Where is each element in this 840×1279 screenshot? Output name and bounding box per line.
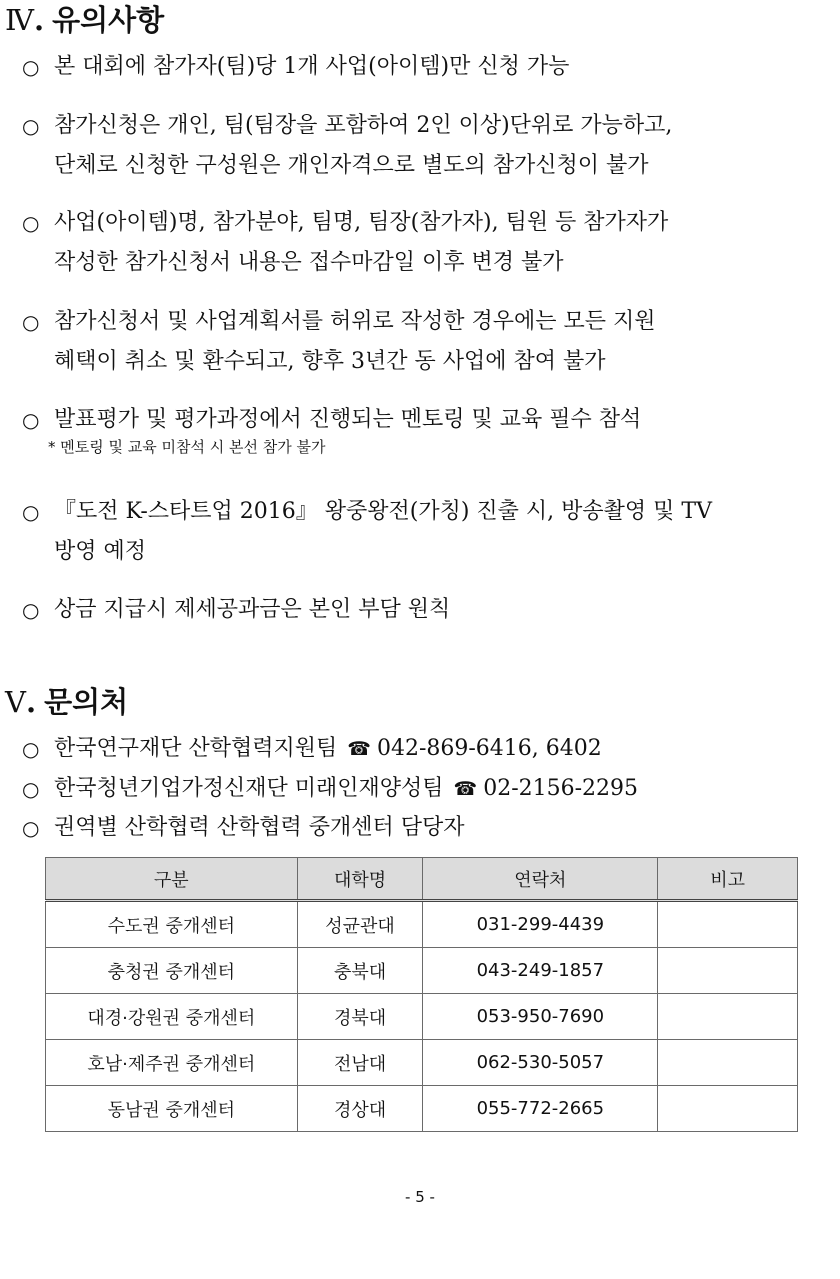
table-row: [46, 948, 798, 994]
contact-phone: 042-869-6416, 6402: [376, 736, 602, 761]
notice-footnote: * 멘토링 및 교육 미참석 시 본선 참가 불가: [48, 438, 326, 456]
table-cell: 충청권 중개센터: [46, 948, 298, 994]
contact-org: 한국청년기업가정신재단 미래인재양성팀: [54, 776, 444, 801]
section-title-label: 문의처: [44, 685, 129, 719]
table-header-cell: 대학명: [297, 858, 423, 901]
bullet-circle-icon: ○: [22, 55, 40, 79]
table-header-cell: 구분: [46, 858, 298, 901]
table-caption: 권역별 산학협력 산학협력 중개센터 담당자: [54, 815, 465, 840]
contact-org: 한국연구재단 산학협력지원팀: [54, 736, 338, 761]
bullet-circle-icon: ○: [22, 737, 40, 761]
table-cell: [658, 1086, 798, 1132]
contact-item-1: [22, 729, 827, 769]
notice-item-text: 상금 지급시 제세공과금은 본인 부담 원칙: [54, 597, 451, 622]
notice-item-3: [22, 203, 827, 283]
bullet-circle-icon: ○: [22, 310, 40, 334]
section-number: Ⅳ: [5, 3, 34, 37]
notice-item-1: [22, 47, 827, 87]
section-title-contact: [5, 682, 128, 722]
table-cell: 전남대: [297, 1040, 423, 1086]
section-number-dot: .: [25, 685, 37, 719]
bullet-circle-icon: ○: [22, 816, 40, 840]
table-row: [46, 1040, 798, 1086]
table-cell: 대경·강원권 중개센터: [46, 994, 298, 1040]
page-number: - 5 -: [405, 1188, 435, 1206]
table-header-cell: 비고: [658, 858, 798, 901]
table-header-cell: 연락처: [423, 858, 658, 901]
table-cell: 수도권 중개센터: [46, 901, 298, 948]
bullet-circle-icon: ○: [22, 777, 40, 801]
notice-item-text: 방영 예정: [54, 539, 147, 564]
table-cell: 062-530-5057: [423, 1040, 658, 1086]
notice-item-7: [22, 590, 827, 630]
notice-item-text: 단체로 신청한 구성원은 개인자격으로 별도의 참가신청이 불가: [54, 153, 649, 178]
section-number: Ⅴ: [5, 685, 26, 719]
table-cell: 호남·제주권 중개센터: [46, 1040, 298, 1086]
table-cell: [658, 948, 798, 994]
table-cell: 053-950-7690: [423, 994, 658, 1040]
notice-item-text: 사업(아이템)명, 참가분야, 팀명, 팀장(참가자), 팀원 등 참가자가: [54, 210, 669, 235]
table-cell: 055-772-2665: [423, 1086, 658, 1132]
section-title-label: 유의사항: [52, 3, 165, 37]
section-number-dot: .: [33, 3, 45, 37]
table-cell: 031-299-4439: [423, 901, 658, 948]
table-cell: [658, 994, 798, 1040]
notice-item-5: [22, 400, 827, 458]
table-cell: 043-249-1857: [423, 948, 658, 994]
notice-item-text: 참가신청서 및 사업계획서를 허위로 작성한 경우에는 모든 지원: [54, 309, 656, 334]
table-cell: 성균관대: [297, 901, 423, 948]
notice-item-4: [22, 302, 827, 382]
table-row: [46, 994, 798, 1040]
table-cell: 경북대: [297, 994, 423, 1040]
section-title-notes: [5, 0, 164, 40]
table-cell: [658, 1040, 798, 1086]
table-cell: 경상대: [297, 1086, 423, 1132]
notice-item-2: [22, 106, 827, 186]
bullet-circle-icon: ○: [22, 408, 40, 432]
bullet-circle-icon: ○: [22, 211, 40, 235]
table-row: [46, 1086, 798, 1132]
notice-item-text: 작성한 참가신청서 내용은 접수마감일 이후 변경 불가: [54, 250, 564, 275]
notice-item-text: 참가신청은 개인, 팀(팀장을 포함하여 2인 이상)단위로 가능하고,: [54, 113, 673, 138]
table-cell: [658, 901, 798, 948]
bullet-circle-icon: ○: [22, 114, 40, 138]
table-header-row: [46, 858, 798, 901]
notice-item-text: 본 대회에 참가자(팀)당 1개 사업(아이템)만 신청 가능: [54, 54, 570, 79]
table-cell: 충북대: [297, 948, 423, 994]
notice-item-text: 발표평가 및 평가과정에서 진행되는 멘토링 및 교육 필수 참석: [54, 407, 642, 432]
bullet-circle-icon: ○: [22, 500, 40, 524]
bullet-circle-icon: ○: [22, 598, 40, 622]
table-cell: 동남권 중개센터: [46, 1086, 298, 1132]
table-row: [46, 901, 798, 948]
phone-icon: ☎: [347, 738, 371, 760]
notice-item-text: 혜택이 취소 및 환수되고, 향후 3년간 동 사업에 참여 불가: [54, 349, 606, 374]
contact-item-2: [22, 769, 827, 809]
notice-item-6: [22, 492, 827, 572]
notice-item-text: 『도전 K-스타트업 2016』 왕중왕전(가칭) 진출 시, 방송촬영 및 TV: [54, 499, 712, 524]
phone-icon: ☎: [453, 778, 478, 800]
contact-item-3: [22, 808, 827, 848]
contact-table: [45, 857, 798, 1132]
contact-phone: 02-2156-2295: [483, 776, 639, 801]
